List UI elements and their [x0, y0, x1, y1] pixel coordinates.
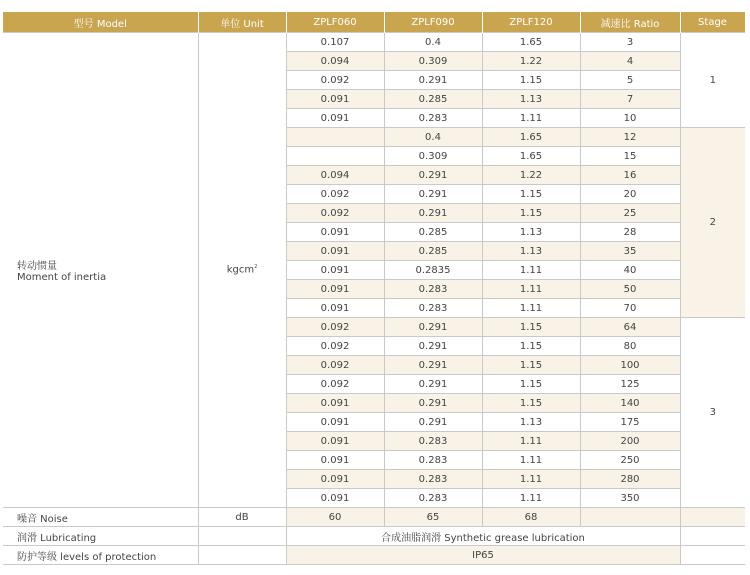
ratio-cell: 7: [580, 90, 680, 109]
header-zplf090: ZPLF090: [384, 12, 482, 33]
zplf120-cell: 1.15: [482, 185, 580, 204]
header-zplf060: ZPLF060: [286, 12, 384, 33]
zplf120-cell: 1.15: [482, 71, 580, 90]
zplf120-cell: 1.11: [482, 470, 580, 489]
zplf060-cell: 0.091: [286, 470, 384, 489]
zplf090-cell: 0.291: [384, 185, 482, 204]
zplf090-cell: 0.283: [384, 489, 482, 508]
ratio-cell: 50: [580, 280, 680, 299]
header-stage: Stage: [680, 12, 745, 33]
zplf090-cell: 0.291: [384, 204, 482, 223]
noise-zplf060: 60: [286, 508, 384, 527]
header-unit: 单位 Unit: [198, 12, 286, 33]
ratio-cell: 140: [580, 394, 680, 413]
inertia-unit: [198, 33, 286, 508]
protection-stage-empty: [680, 546, 745, 565]
zplf060-cell: 0.092: [286, 318, 384, 337]
zplf090-cell: 0.285: [384, 242, 482, 261]
zplf090-cell: 0.285: [384, 90, 482, 109]
ratio-cell: 12: [580, 128, 680, 147]
header-model: 型号 Model: [3, 12, 198, 33]
zplf120-cell: 1.65: [482, 147, 580, 166]
zplf060-cell: 0.091: [286, 394, 384, 413]
zplf060-cell: 0.091: [286, 261, 384, 280]
ratio-cell: 40: [580, 261, 680, 280]
zplf090-cell: 0.285: [384, 223, 482, 242]
zplf120-cell: 1.15: [482, 204, 580, 223]
ratio-cell: 10: [580, 109, 680, 128]
ratio-cell: 4: [580, 52, 680, 71]
noise-zplf120: 68: [482, 508, 580, 527]
inertia-label-en: Moment of inertia: [17, 272, 107, 283]
zplf120-cell: 1.15: [482, 356, 580, 375]
zplf090-cell: 0.291: [384, 413, 482, 432]
zplf060-cell: [286, 147, 384, 166]
zplf060-cell: 0.091: [286, 242, 384, 261]
zplf090-cell: 0.283: [384, 451, 482, 470]
zplf060-cell: 0.091: [286, 489, 384, 508]
zplf120-cell: 1.22: [482, 166, 580, 185]
stage-cell: 1: [680, 33, 745, 128]
protection-row: [3, 546, 745, 565]
lubricating-label: 润滑 Lubricating: [3, 527, 198, 546]
zplf060-cell: 0.091: [286, 90, 384, 109]
specification-table: [3, 12, 746, 565]
zplf060-cell: 0.091: [286, 451, 384, 470]
zplf090-cell: 0.2835: [384, 261, 482, 280]
zplf120-cell: 1.11: [482, 489, 580, 508]
stage-cell: 2: [680, 128, 745, 318]
header-row: [3, 12, 745, 33]
zplf060-cell: 0.092: [286, 71, 384, 90]
noise-row: [3, 508, 745, 527]
ratio-cell: 3: [580, 33, 680, 52]
ratio-cell: 250: [580, 451, 680, 470]
zplf090-cell: 0.291: [384, 356, 482, 375]
zplf120-cell: 1.11: [482, 432, 580, 451]
noise-unit: dB: [198, 508, 286, 527]
noise-stage-empty: [680, 508, 745, 527]
lubricating-row: [3, 527, 745, 546]
zplf060-cell: [286, 128, 384, 147]
zplf120-cell: 1.15: [482, 375, 580, 394]
ratio-cell: 280: [580, 470, 680, 489]
ratio-cell: 350: [580, 489, 680, 508]
zplf060-cell: 0.107: [286, 33, 384, 52]
ratio-cell: 5: [580, 71, 680, 90]
zplf060-cell: 0.094: [286, 52, 384, 71]
ratio-cell: 16: [580, 166, 680, 185]
zplf120-cell: 1.15: [482, 394, 580, 413]
zplf090-cell: 0.291: [384, 318, 482, 337]
zplf120-cell: 1.11: [482, 451, 580, 470]
inertia-label: [3, 33, 198, 508]
zplf060-cell: 0.091: [286, 223, 384, 242]
zplf120-cell: 1.65: [482, 33, 580, 52]
zplf060-cell: 0.091: [286, 432, 384, 451]
zplf120-cell: 1.13: [482, 413, 580, 432]
zplf090-cell: 0.309: [384, 52, 482, 71]
noise-zplf090: 65: [384, 508, 482, 527]
zplf090-cell: 0.4: [384, 128, 482, 147]
lubricating-stage-empty: [680, 527, 745, 546]
noise-label: 噪音 Noise: [3, 508, 198, 527]
zplf060-cell: 0.091: [286, 109, 384, 128]
zplf060-cell: 0.094: [286, 166, 384, 185]
ratio-cell: 15: [580, 147, 680, 166]
zplf060-cell: 0.091: [286, 280, 384, 299]
zplf120-cell: 1.22: [482, 52, 580, 71]
zplf060-cell: 0.091: [286, 299, 384, 318]
ratio-cell: 35: [580, 242, 680, 261]
zplf090-cell: 0.291: [384, 394, 482, 413]
ratio-cell: 100: [580, 356, 680, 375]
ratio-cell: 80: [580, 337, 680, 356]
zplf090-cell: 0.309: [384, 147, 482, 166]
zplf060-cell: 0.092: [286, 375, 384, 394]
unit-superscript: 2: [254, 264, 258, 271]
zplf090-cell: 0.4: [384, 33, 482, 52]
header-zplf120: ZPLF120: [482, 12, 580, 33]
zplf120-cell: 1.15: [482, 318, 580, 337]
ratio-cell: 64: [580, 318, 680, 337]
zplf120-cell: 1.11: [482, 261, 580, 280]
inertia-row: [3, 33, 745, 52]
zplf120-cell: 1.13: [482, 223, 580, 242]
ratio-cell: 20: [580, 185, 680, 204]
zplf060-cell: 0.091: [286, 413, 384, 432]
inertia-label-cn: 转动惯量: [17, 261, 57, 272]
ratio-cell: 28: [580, 223, 680, 242]
stage-cell: 3: [680, 318, 745, 508]
zplf120-cell: 1.11: [482, 280, 580, 299]
zplf090-cell: 0.283: [384, 470, 482, 489]
zplf090-cell: 0.283: [384, 432, 482, 451]
zplf120-cell: 1.15: [482, 337, 580, 356]
zplf120-cell: 1.11: [482, 109, 580, 128]
zplf120-cell: 1.11: [482, 299, 580, 318]
zplf090-cell: 0.283: [384, 109, 482, 128]
unit-text: kgcm: [226, 264, 255, 276]
zplf120-cell: 1.13: [482, 242, 580, 261]
protection-label: 防护等级 levels of protection: [3, 546, 198, 565]
zplf120-cell: 1.13: [482, 90, 580, 109]
protection-unit-empty: [198, 546, 286, 565]
zplf090-cell: 0.283: [384, 280, 482, 299]
ratio-cell: 70: [580, 299, 680, 318]
zplf120-cell: 1.65: [482, 128, 580, 147]
noise-ratio-empty: [580, 508, 680, 527]
lubricating-unit-empty: [198, 527, 286, 546]
zplf060-cell: 0.092: [286, 204, 384, 223]
ratio-cell: 200: [580, 432, 680, 451]
ratio-cell: 25: [580, 204, 680, 223]
header-ratio: 减速比 Ratio: [580, 12, 680, 33]
ratio-cell: 175: [580, 413, 680, 432]
zplf090-cell: 0.291: [384, 71, 482, 90]
zplf060-cell: 0.092: [286, 356, 384, 375]
zplf090-cell: 0.291: [384, 166, 482, 185]
ratio-cell: 125: [580, 375, 680, 394]
protection-value: IP65: [286, 546, 680, 565]
lubricating-value: 合成油脂润滑 Synthetic grease lubrication: [286, 527, 680, 546]
zplf090-cell: 0.291: [384, 375, 482, 394]
zplf060-cell: 0.092: [286, 185, 384, 204]
zplf090-cell: 0.291: [384, 337, 482, 356]
zplf090-cell: 0.283: [384, 299, 482, 318]
zplf060-cell: 0.092: [286, 337, 384, 356]
